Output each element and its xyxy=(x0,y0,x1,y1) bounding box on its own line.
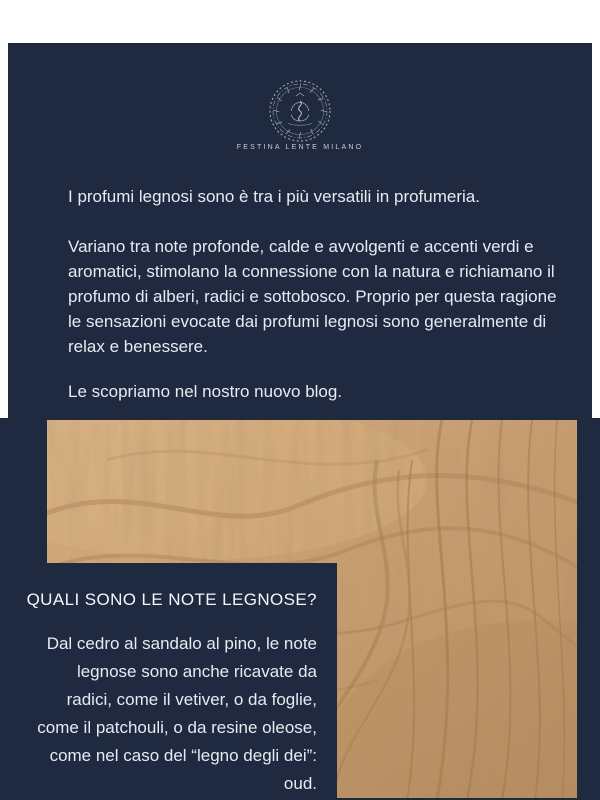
feature-body-line: come nel caso del “legno degli dei”: xyxy=(49,746,317,765)
intro-paragraph-line: profumo di alberi, radici e sottobosco. Proprio per questa ragione xyxy=(68,287,557,306)
brand-wordmark: FESTINA LENTE MILANO xyxy=(236,144,364,151)
feature-body-line: radici, come il vetiver, o da foglie, xyxy=(66,690,317,709)
intro-paragraph-1: I profumi legnosi sono è tra i più versatili in profumeria. xyxy=(68,187,480,206)
intro-paragraph-3: Le scopriamo nel nostro nuovo blog. xyxy=(68,382,343,401)
feature-section xyxy=(0,418,600,800)
feature-body-line: Dal cedro al sandalo al pino, le note xyxy=(46,634,317,653)
feature-body-line: come il patchouli, o da resine oleose, xyxy=(37,718,317,737)
intro-paragraph-line: le sensazioni evocate dai profumi legnosi sono generalmente di xyxy=(68,312,547,331)
feature-body xyxy=(37,630,317,798)
brand-logo xyxy=(8,79,592,148)
intro-paragraph-2 xyxy=(68,234,557,359)
intro-paragraph-line: Variano tra note profonde, calde e avvolgenti e accenti verdi e xyxy=(68,237,534,256)
feature-heading: QUALI SONO LE NOTE LEGNOSE? xyxy=(26,590,317,609)
intro-paragraph-line: aromatici, stimolano la connessione con la natura e richiamano il xyxy=(68,262,555,281)
newsletter-body-panel xyxy=(8,43,592,418)
feature-body-line: oud. xyxy=(283,774,317,793)
intro-paragraph-line: relax e benessere. xyxy=(68,337,208,356)
feature-body-line: legnose sono anche ricavate da xyxy=(76,662,317,681)
